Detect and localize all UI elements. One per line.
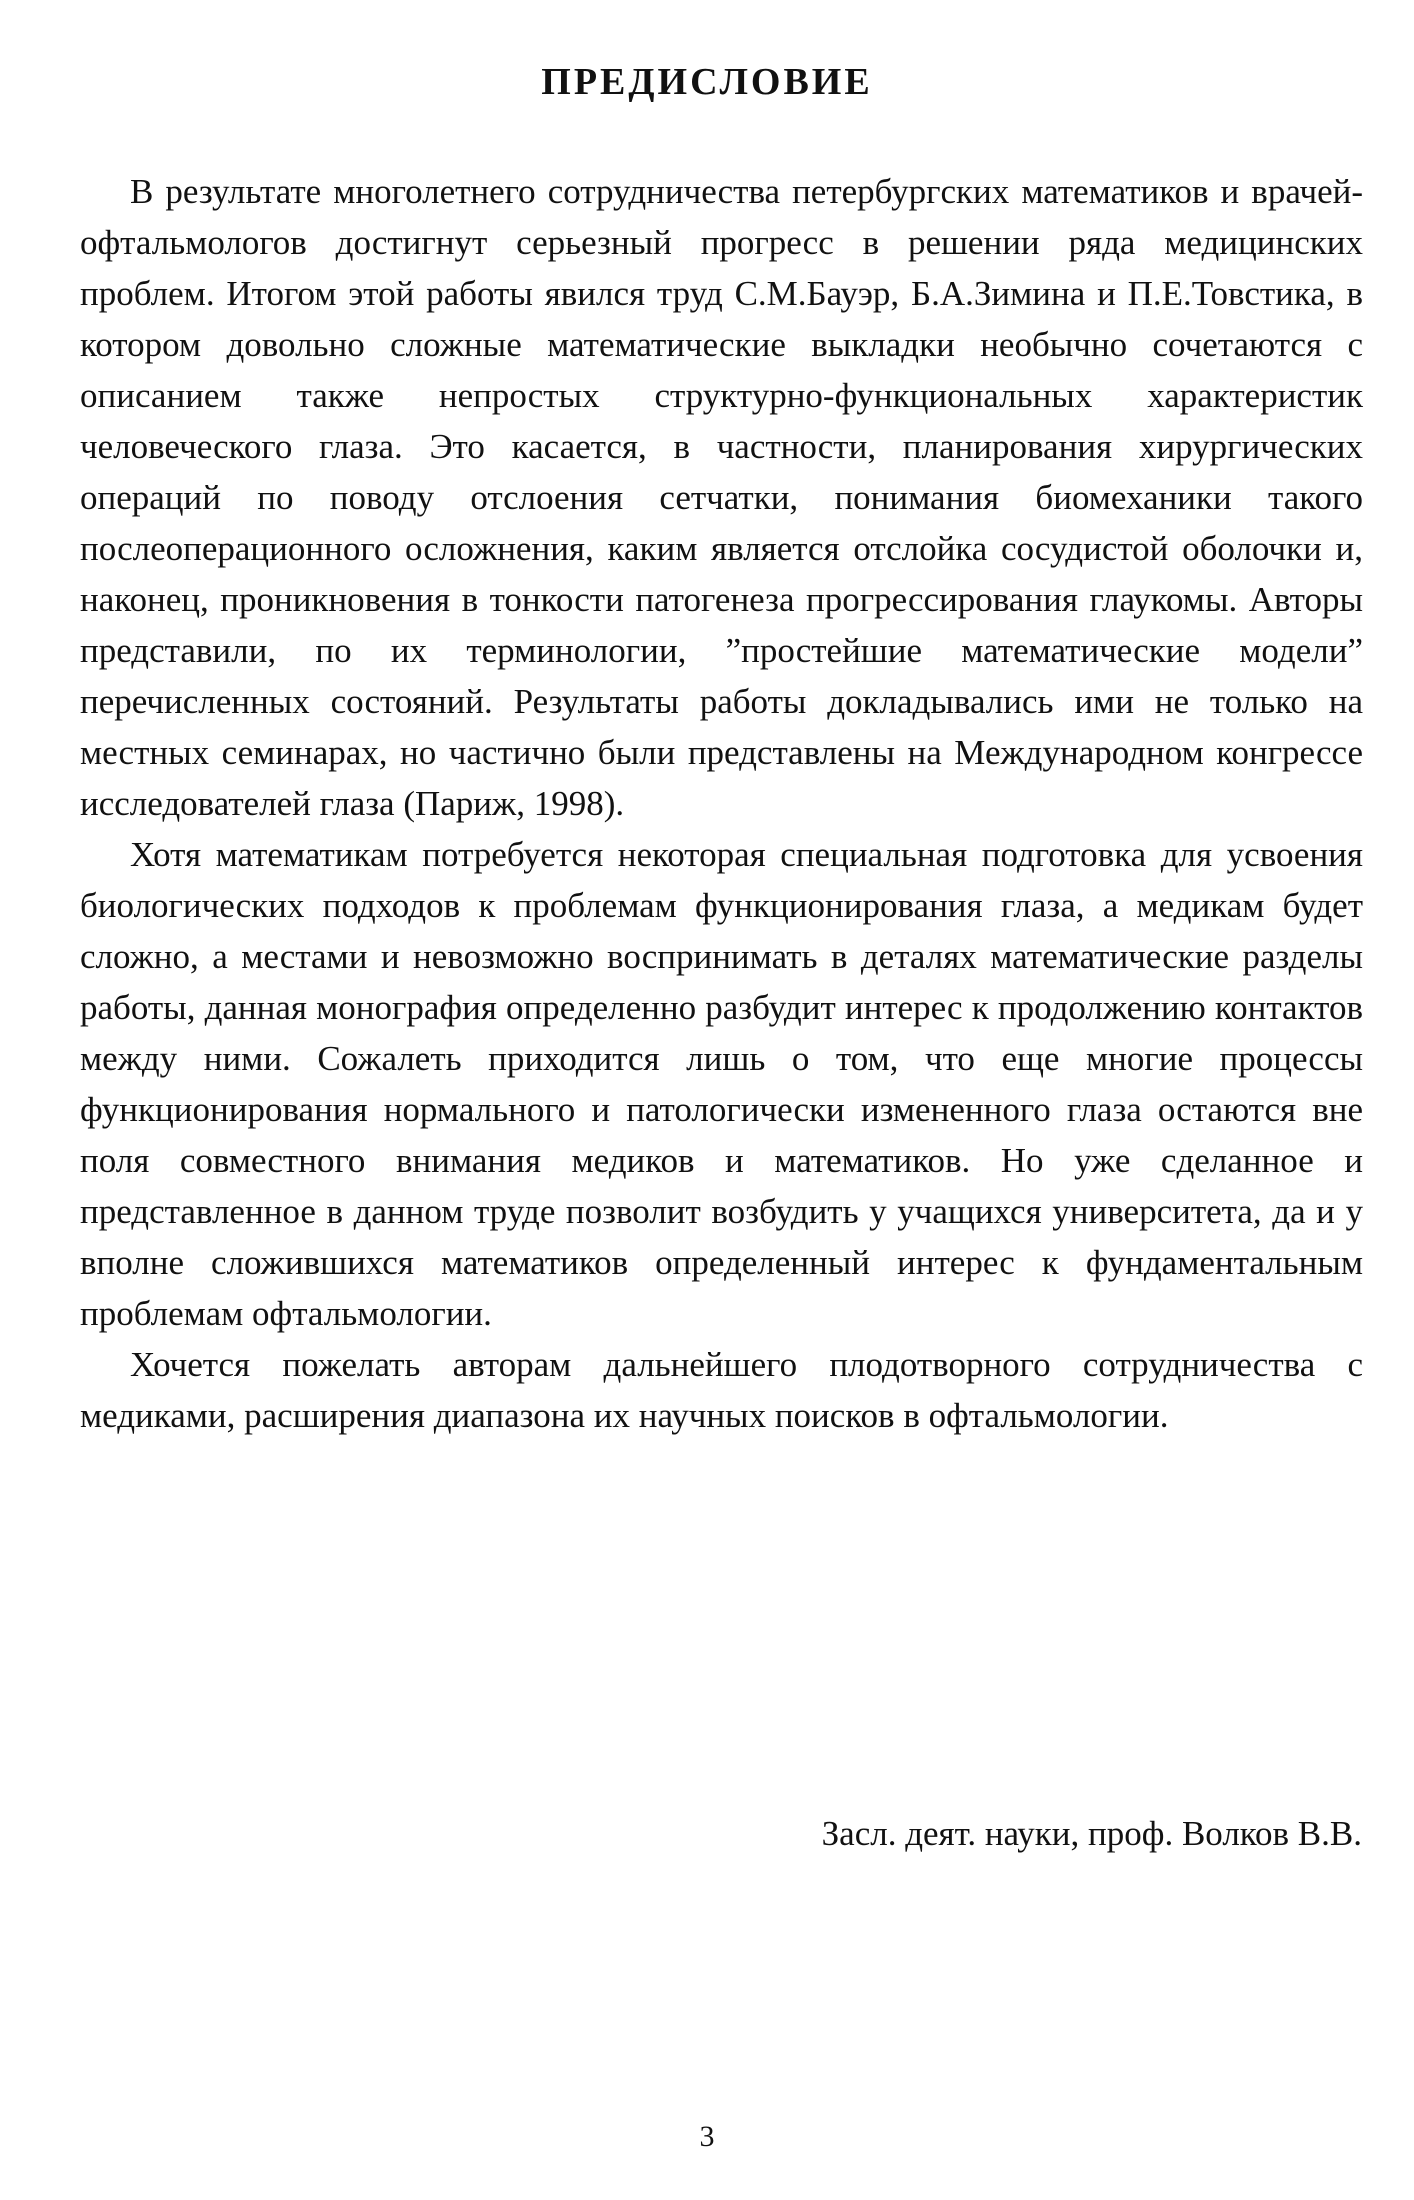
page-number: 3	[699, 2120, 715, 2153]
paragraph-2: Хотя математикам потребуется некоторая специальная подготовка для усвоения биологических подходов к проблемам функционирования глаза, а медикам будет сложно, а местами и невозможно воспринимать в деталях математические разделы работы, данная монография определенно разбудит интерес к продолжению контактов между ними. Сожалеть приходится лишь о том, что еще многие процессы функционирования нормального и патологически измененного глаза остаются вне поля совместного внимания медиков и математиков. Но уже сделанное и представленное в данном труде позволит возбудить у учащихся университета, да и у вполне сложившихся математиков определенный интерес к фундаментальным проблемам офтальмологии.	[80, 835, 1363, 1333]
signature: Засл. деят. науки, проф. Волков В.В.	[821, 1814, 1362, 1853]
body-text	[80, 166, 1363, 1441]
paragraph-3: Хочется пожелать авторам дальнейшего плодотворного сотрудничества с медиками, расширения диапазона их научных поисков в офтальмологии.	[80, 1345, 1363, 1435]
page-title: ПРЕДИСЛОВИЕ	[541, 61, 873, 103]
paragraph-1: В результате многолетнего сотрудничества петербургских математиков и врачей-офтальмологов достигнут серьезный прогресс в решении ряда медицинских проблем. Итогом этой работы явился труд С.М.Бауэр, Б.А.Зимина и П.Е.Товстика, в котором довольно сложные математические выкладки необычно сочетаются с описанием также непростых структурно-функциональных характеристик человеческого глаза. Это касается, в частности, планирования хирургических операций по поводу отслоения сетчатки, понимания биомеханики такого послеоперационного осложнения, каким является отслойка сосудистой оболочки и, наконец, проникновения в тонкости патогенеза прогрессирования глаукомы. Авторы представили, по их терминологии, ”простейшие математические модели” перечисленных состояний. Результаты работы докладывались ими не только на местных семинарах, но частично были представлены на Международном конгрессе исследователей глаза (Париж, 1998).	[80, 172, 1363, 823]
